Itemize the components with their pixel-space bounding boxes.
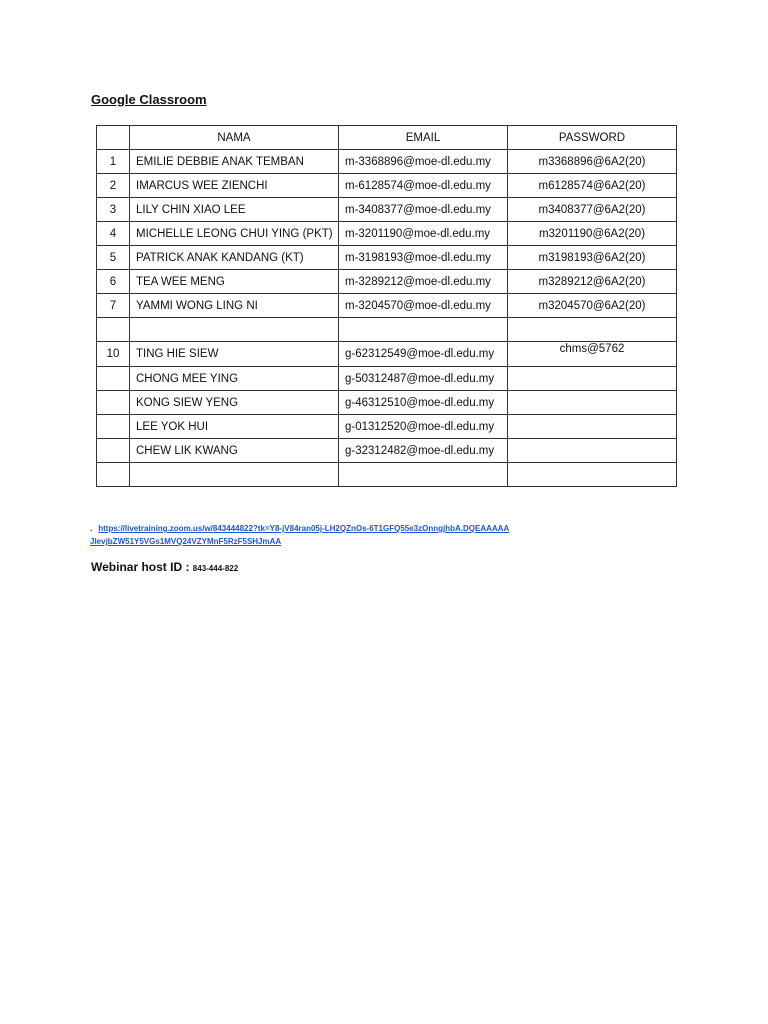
table-row (97, 294, 677, 318)
student-email: g-62312549@moe-dl.edu.my (339, 342, 508, 367)
header-password: PASSWORD (508, 126, 677, 150)
student-password (508, 463, 677, 487)
table-row (97, 439, 677, 463)
student-email: m-3198193@moe-dl.edu.my (339, 246, 508, 270)
table-row (97, 222, 677, 246)
student-email: g-32312482@moe-dl.edu.my (339, 439, 508, 463)
table-row (97, 342, 677, 367)
row-number (97, 391, 130, 415)
student-password (508, 391, 677, 415)
student-email: g-50312487@moe-dl.edu.my (339, 367, 508, 391)
student-password: m3198193@6A2(20) (508, 246, 677, 270)
row-number: 3 (97, 198, 130, 222)
row-number: 4 (97, 222, 130, 246)
table-row (97, 463, 677, 487)
student-password: m3201190@6A2(20) (508, 222, 677, 246)
webinar-host-line (91, 560, 238, 574)
student-email: m-6128574@moe-dl.edu.my (339, 174, 508, 198)
student-name: LEE YOK HUI (130, 415, 339, 439)
table-row (97, 415, 677, 439)
row-number (97, 367, 130, 391)
classroom-roster-table (96, 125, 677, 487)
student-name: TING HIE SIEW (130, 342, 339, 367)
table-row (97, 391, 677, 415)
student-password (508, 318, 677, 342)
table-row (97, 150, 677, 174)
row-number: 1 (97, 150, 130, 174)
student-password: m3204570@6A2(20) (508, 294, 677, 318)
table-row (97, 246, 677, 270)
zoom-training-link[interactable]: https://livetraining.zoom.us/w/843444822?tk=Y8-jV84ran05j-LH2QZnOs-6T1GFQ55e3zOnngjhbA.DQEAAAAAJlevjbZW51Y5VGs1MVQ24VZYMnF5RzF5SHJmAA (90, 524, 510, 546)
student-email: g-46312510@moe-dl.edu.my (339, 391, 508, 415)
row-number (97, 439, 130, 463)
student-password (508, 415, 677, 439)
student-password: m3408377@6A2(20) (508, 198, 677, 222)
student-name (130, 318, 339, 342)
document-title: Google Classroom (91, 92, 207, 107)
row-number: 5 (97, 246, 130, 270)
student-name: TEA WEE MENG (130, 270, 339, 294)
webinar-host-id: 843-444-822 (192, 564, 239, 573)
row-number (97, 318, 130, 342)
table-header-row (97, 126, 677, 150)
student-email: m-3408377@moe-dl.edu.my (339, 198, 508, 222)
student-name (130, 463, 339, 487)
student-name: PATRICK ANAK KANDANG (KT) (130, 246, 339, 270)
student-email: m-3204570@moe-dl.edu.my (339, 294, 508, 318)
row-number: 7 (97, 294, 130, 318)
table-row (97, 318, 677, 342)
row-number: 10 (97, 342, 130, 367)
student-name: LILY CHIN XIAO LEE (130, 198, 339, 222)
student-password: m6128574@6A2(20) (508, 174, 677, 198)
header-number (97, 126, 130, 150)
student-email: m-3289212@moe-dl.edu.my (339, 270, 508, 294)
table-row (97, 270, 677, 294)
student-name: IMARCUS WEE ZIENCHI (130, 174, 339, 198)
student-name: YAMMI WONG LING NI (130, 294, 339, 318)
row-number: 2 (97, 174, 130, 198)
student-password: m3368896@6A2(20) (508, 150, 677, 174)
student-password: m3289212@6A2(20) (508, 270, 677, 294)
student-name: CHONG MEE YING (130, 367, 339, 391)
student-name: CHEW LIK KWANG (130, 439, 339, 463)
table-row (97, 174, 677, 198)
student-password: chms@5762 (508, 342, 677, 367)
student-password (508, 439, 677, 463)
link-bullet: . (90, 524, 93, 533)
student-name: KONG SIEW YENG (130, 391, 339, 415)
zoom-link-block (90, 522, 510, 548)
student-password (508, 367, 677, 391)
table-row (97, 367, 677, 391)
row-number: 6 (97, 270, 130, 294)
student-email (339, 318, 508, 342)
student-name: EMILIE DEBBIE ANAK TEMBAN (130, 150, 339, 174)
student-email (339, 463, 508, 487)
student-name: MICHELLE LEONG CHUI YING (PKT) (130, 222, 339, 246)
row-number (97, 463, 130, 487)
header-email: EMAIL (339, 126, 508, 150)
student-email: m-3201190@moe-dl.edu.my (339, 222, 508, 246)
header-nama: NAMA (130, 126, 339, 150)
webinar-host-label: Webinar host ID : (91, 560, 190, 574)
table-row (97, 198, 677, 222)
student-email: m-3368896@moe-dl.edu.my (339, 150, 508, 174)
student-email: g-01312520@moe-dl.edu.my (339, 415, 508, 439)
row-number (97, 415, 130, 439)
